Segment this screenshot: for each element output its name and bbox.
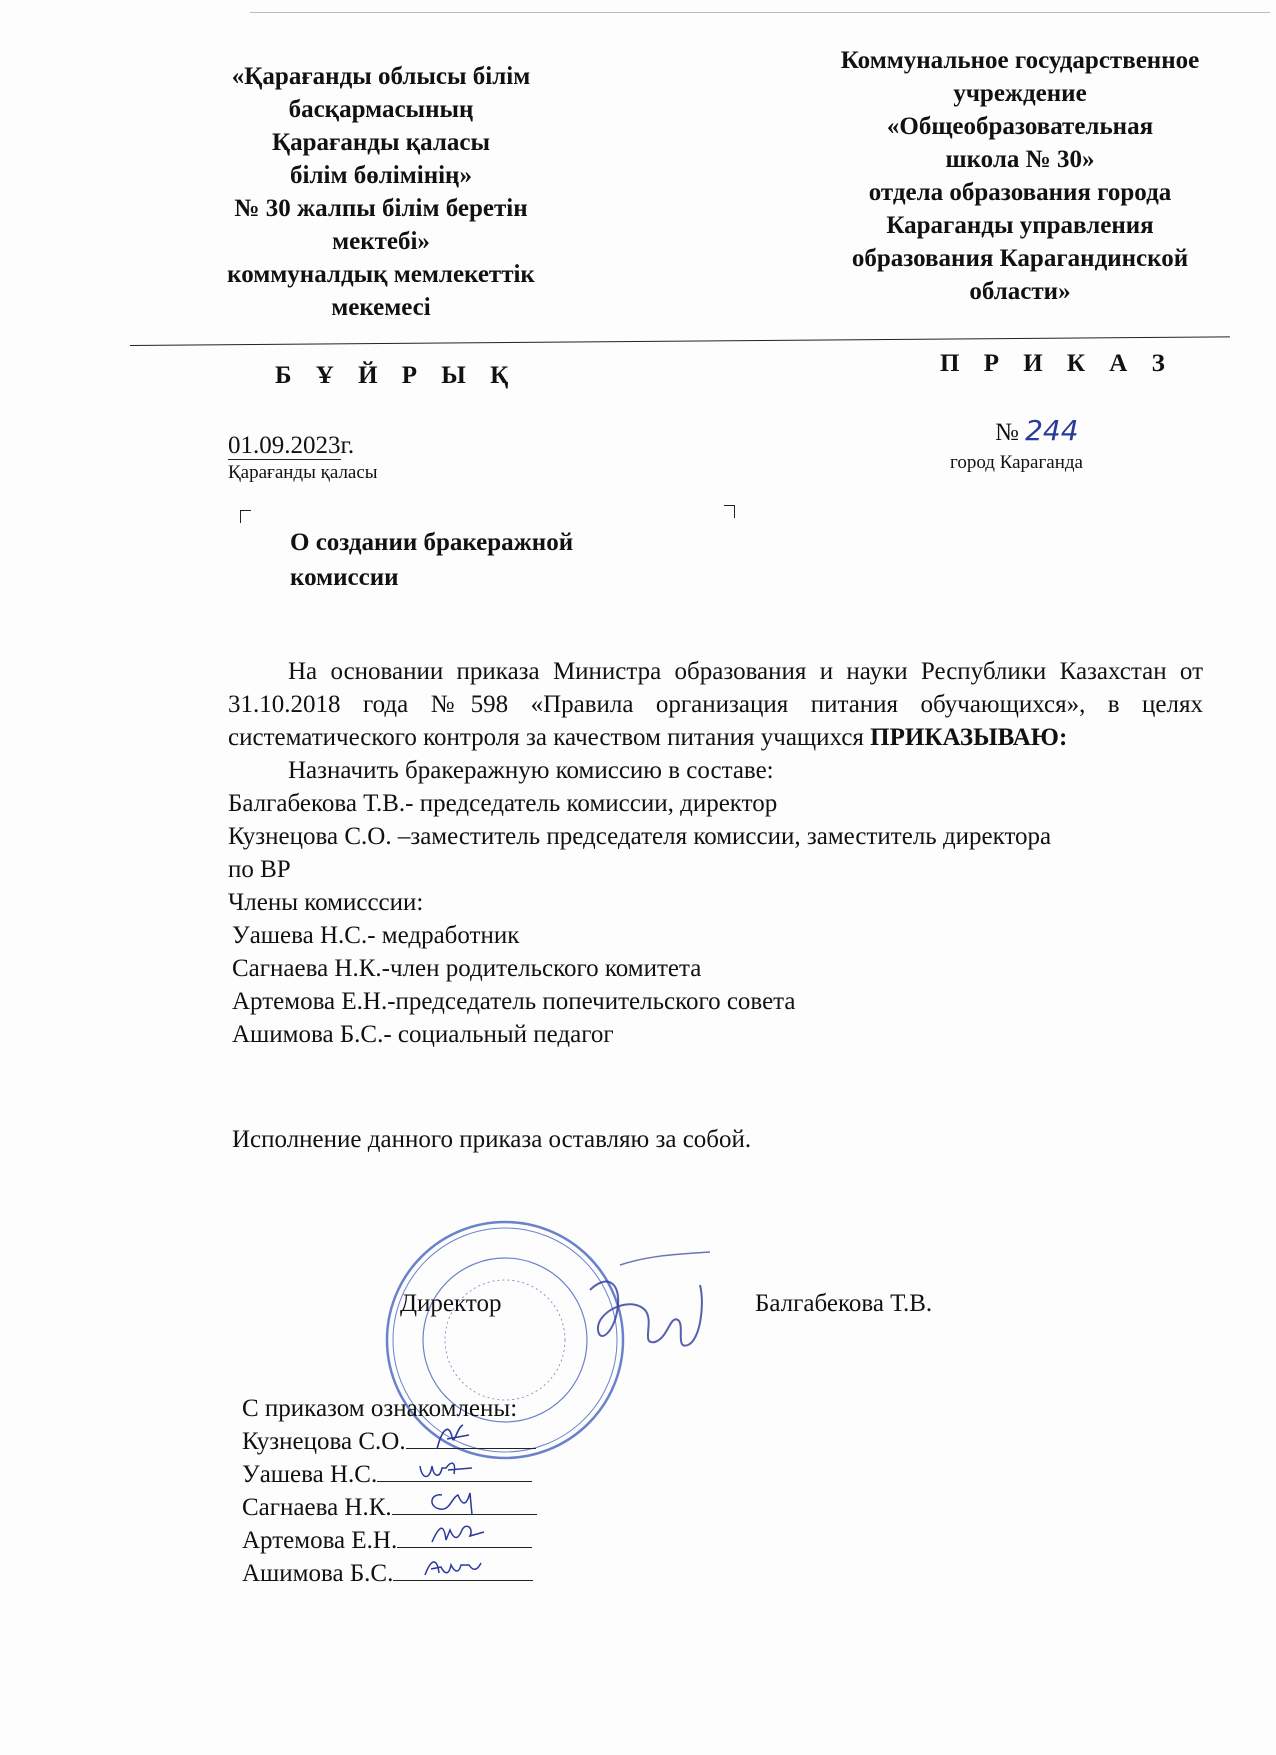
signature-name: Балгабекова Т.В. — [755, 1290, 933, 1317]
deputy-line-cont: по ВР — [228, 856, 291, 883]
header-right-line: Коммунальное государственное — [840, 47, 1200, 74]
header-right-line: Караганды управления — [886, 212, 1154, 239]
order-subject-line: комиссии — [290, 564, 399, 591]
member-line: Ашимова Б.С.- социальный педагог — [232, 1021, 614, 1048]
city-russian: город Караганда — [950, 452, 1083, 473]
ack-name: Уашева Н.С. — [242, 1461, 378, 1488]
header-left-line: мекемесі — [331, 294, 431, 321]
subject-bracket-left — [240, 510, 251, 523]
header-left-line: коммуналдық мемлекеттік — [227, 261, 535, 288]
ack-row — [242, 1491, 537, 1524]
order-date — [228, 432, 354, 460]
ack-name: Ашимова Б.С. — [242, 1560, 394, 1587]
header-right-russian — [800, 44, 1240, 308]
city-kazakh: Қарағанды қаласы — [228, 462, 378, 483]
scan-edge-line — [250, 12, 1270, 13]
header-right-line: образования Карагандинской — [851, 245, 1189, 272]
order-number — [995, 414, 1079, 447]
header-left-line: «Қарағанды облысы білім — [231, 63, 531, 90]
header-right-line: области» — [969, 278, 1071, 305]
member-line: Артемова Е.Н.-председатель попечительского совета — [232, 988, 796, 1015]
header-left-line: басқармасының — [288, 96, 474, 123]
ack-row — [242, 1557, 537, 1590]
subject-bracket-right — [724, 505, 735, 518]
member-line: Сагнаева Н.К.-член родительского комитета — [232, 955, 702, 982]
header-divider — [130, 336, 1230, 346]
header-right-line: «Общеобразовательная — [886, 113, 1154, 140]
member-line: Уашева Н.С.- медработник — [232, 922, 520, 949]
order-date-value: 01.09.2023 — [228, 432, 341, 459]
ack-signature — [422, 1518, 492, 1552]
header-left-line: мектебі» — [332, 228, 430, 255]
deputy-line: Кузнецова С.О. –заместитель председателя комиссии, заместитель директора — [228, 823, 1052, 850]
header-right-line: отдела образования города — [868, 179, 1172, 206]
execution-line: Исполнение данного приказа оставляю за собой. — [232, 1126, 752, 1153]
ack-name: Артемова Е.Н. — [242, 1527, 398, 1554]
order-subject — [290, 525, 573, 595]
signature-position: Директор — [400, 1290, 502, 1317]
ack-row — [242, 1458, 537, 1491]
acknowledgement-title: С приказом ознакомлены: — [242, 1395, 518, 1422]
header-left-line: Қарағанды қаласы — [272, 129, 490, 156]
acknowledgement-block — [242, 1392, 537, 1590]
members-label: Члены комисссии: — [228, 889, 424, 916]
header-right-line: учреждение — [953, 80, 1087, 107]
command-word: ПРИКАЗЫВАЮ: — [870, 724, 1068, 751]
header-right-line: школа № 30» — [945, 146, 1095, 173]
order-date-suffix: г. — [340, 432, 355, 459]
header-left-kazakh — [185, 60, 577, 324]
order-subject-line: О создании бракеражной — [290, 529, 574, 556]
header-left-line: № 30 жалпы білім беретін — [234, 195, 528, 222]
ack-row — [242, 1425, 537, 1458]
ack-name: Сагнаева Н.К. — [242, 1494, 392, 1521]
order-body — [228, 655, 1203, 1051]
title-kazakh: Б Ұ Й Р Ы Қ — [275, 362, 518, 389]
preamble-text: На основании приказа Министра образования и науки Республики Казахстан от 31.10.2018 года №598 «Правила организация питания обучающихся», в целях систематического контроля за качеством питания учащихся — [228, 658, 1203, 751]
order-number-handwritten: 244 — [1025, 414, 1079, 447]
ack-signature — [412, 1452, 482, 1486]
ack-signature — [422, 1485, 492, 1519]
header-left-line: білім бөлімінің» — [290, 162, 472, 189]
title-russian: П Р И К А З — [940, 350, 1174, 377]
order-number-prefix: № — [995, 419, 1019, 446]
assign-line: Назначить бракеражную комиссию в составе: — [288, 757, 774, 784]
ack-signature — [427, 1419, 477, 1453]
ack-name: Кузнецова С.О. — [242, 1428, 406, 1455]
preamble — [228, 655, 1203, 754]
ack-signature — [417, 1551, 497, 1585]
director-signature — [560, 1250, 720, 1370]
chair-line: Балгабекова Т.В.- председатель комиссии, директор — [228, 790, 778, 817]
